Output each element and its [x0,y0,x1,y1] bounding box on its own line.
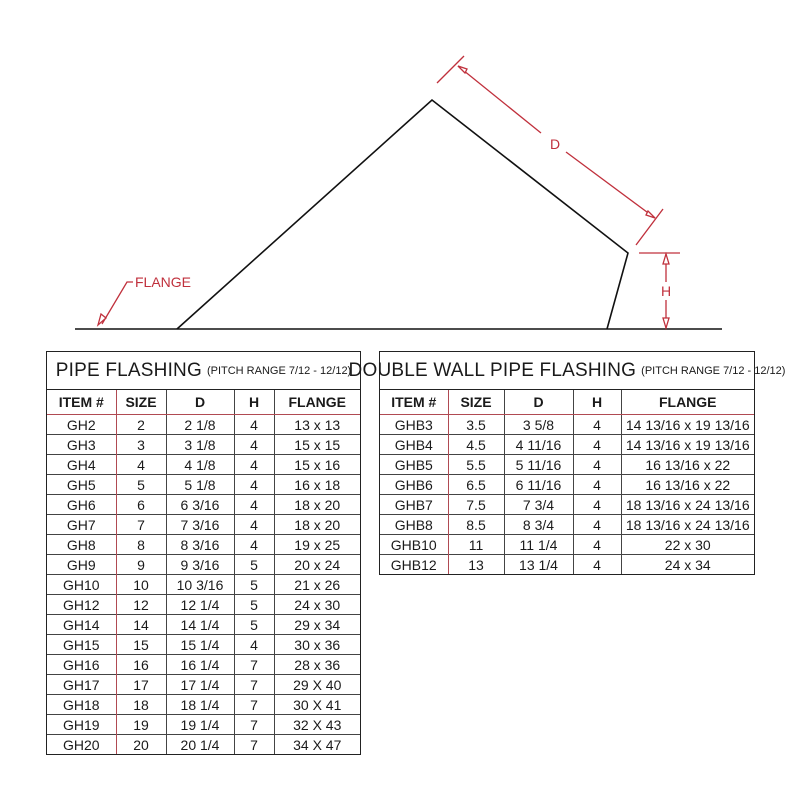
table-cell: 17 [116,675,166,695]
table-cell: 16 13/16 x 22 [621,455,754,475]
table-cell: 24 x 34 [621,555,754,575]
table-cell: 5 [234,555,274,575]
table-cell: 5.5 [448,455,504,475]
table-cell: 20 1/4 [166,735,234,755]
table-cell: GHB12 [380,555,448,575]
table-row [47,595,360,615]
table-cell: GHB4 [380,435,448,455]
table-cell: 4 [573,435,621,455]
table-row [380,475,754,495]
table-cell: 8 3/16 [166,535,234,555]
double-wall-pipe-flashing-table [348,351,786,575]
table-cell: 16 [116,655,166,675]
flashing-outline [177,100,628,329]
table-cell: 14 13/16 x 19 13/16 [621,415,754,435]
table-cell: 2 [116,415,166,435]
table-cell: GHB7 [380,495,448,515]
table-cell: GH4 [47,455,116,475]
table-row [380,415,754,435]
table-cell: 4 [234,495,274,515]
table-row [47,495,360,515]
table-row [47,435,360,455]
column-header: SIZE [116,390,166,415]
table-cell: GH7 [47,515,116,535]
table-cell: 10 3/16 [166,575,234,595]
table-row [47,575,360,595]
table-cell: 20 x 24 [274,555,360,575]
column-header: ITEM # [47,390,116,415]
h-dimension [639,253,680,328]
table-cell: 6 11/16 [504,475,573,495]
table-row [47,615,360,635]
table-cell: 20 [116,735,166,755]
pipe-flashing-table [46,351,361,755]
table-cell: 13 [448,555,504,575]
pipe-flashing-title [47,352,360,390]
column-header: H [573,390,621,415]
pipe-flashing-diagram [0,0,800,345]
table-row [47,515,360,535]
table-cell: 4 [573,455,621,475]
table-row [47,735,360,755]
table-cell: 14 1/4 [166,615,234,635]
table-cell: GHB5 [380,455,448,475]
table-cell: 24 x 30 [274,595,360,615]
table-cell: 9 [116,555,166,575]
table-cell: GH19 [47,715,116,735]
column-header: FLANGE [621,390,754,415]
table-cell: 14 [116,615,166,635]
table-cell: 4 [573,415,621,435]
table-cell: GH12 [47,595,116,615]
table-cell: GH14 [47,615,116,635]
table-cell: 5 1/8 [166,475,234,495]
table-cell: 11 [448,535,504,555]
table-cell: 10 [116,575,166,595]
table-cell: 17 1/4 [166,675,234,695]
table-cell: GH20 [47,735,116,755]
table-cell: 12 1/4 [166,595,234,615]
table-cell: 7 3/16 [166,515,234,535]
table-cell: GH9 [47,555,116,575]
table-cell: 4 [234,435,274,455]
table-cell: 18 x 20 [274,515,360,535]
pipe-flashing-grid [47,390,360,754]
table-cell: 9 3/16 [166,555,234,575]
table-cell: 16 13/16 x 22 [621,475,754,495]
table-cell: 13 1/4 [504,555,573,575]
table-cell: 18 x 20 [274,495,360,515]
table-row [380,495,754,515]
table-cell: 18 [116,695,166,715]
table-row [380,435,754,455]
table-cell: 3 1/8 [166,435,234,455]
table-cell: GHB10 [380,535,448,555]
h-label: H [661,283,672,299]
table-row [47,695,360,715]
table-row [380,455,754,475]
table-cell: GH2 [66,416,96,433]
table-cell: 30 X 41 [274,695,360,715]
table-cell: 4 [573,535,621,555]
table-cell: 32 X 43 [274,715,360,735]
table-cell: GH6 [47,495,116,515]
table-row [47,715,360,735]
table-cell: 14 13/16 x 19 13/16 [621,435,754,455]
table-cell: 4.5 [448,435,504,455]
table-cell: 7 [234,675,274,695]
table-cell: 4 1/8 [166,455,234,475]
pitch-range: (PITCH RANGE 7/12 - 12/12) [206,364,352,377]
table-row [380,515,754,535]
table-cell: 2 1/8 [166,415,234,435]
table-cell: 16 1/4 [166,655,234,675]
table-cell: GHB3 [394,416,433,433]
table-cell: 12 [116,595,166,615]
table-cell: GHB6 [380,475,448,495]
table-cell: 4 [234,455,274,475]
table-cell: 7 [234,655,274,675]
table-cell: 7.5 [448,495,504,515]
table-cell: 5 [234,575,274,595]
table-cell: 6 3/16 [166,495,234,515]
table-cell: GH8 [47,535,116,555]
table-cell: 29 X 40 [274,675,360,695]
table-row [380,555,754,575]
table-cell: GH10 [47,575,116,595]
table-title: DOUBLE WALL PIPE FLASHING [348,359,637,381]
table-cell: 4 [573,495,621,515]
table-cell: 29 x 34 [274,615,360,635]
table-cell: 4 [234,475,274,495]
table-cell: GH5 [47,475,116,495]
table-cell: 4 [573,515,621,535]
table-cell: 4 11/16 [504,435,573,455]
table-cell: 19 x 25 [274,535,360,555]
table-cell: 34 X 47 [274,735,360,755]
table-cell: 18 13/16 x 24 13/16 [621,495,754,515]
table-cell: 7 3/4 [504,495,573,515]
table-cell: GH3 [47,435,116,455]
table-cell: 7 [234,715,274,735]
pitch-range: (PITCH RANGE 7/12 - 12/12) [641,364,786,377]
table-cell: 4 [234,535,274,555]
column-header: ITEM # [380,390,448,415]
table-cell: 8 3/4 [504,515,573,535]
column-header: SIZE [448,390,504,415]
header-row [47,390,360,415]
table-row [47,555,360,575]
table-cell: 3.5 [448,415,504,435]
table-cell: 15 x 16 [274,455,360,475]
table-row [380,535,754,555]
table-row [47,455,360,475]
column-header: D [166,390,234,415]
table-cell: GHB8 [380,515,448,535]
table-cell: 21 x 26 [274,575,360,595]
table-cell: 16 x 18 [274,475,360,495]
double-wall-grid [380,390,754,574]
table-cell: 22 x 30 [621,535,754,555]
flange-callout [98,282,133,325]
table-cell: 7 [234,735,274,755]
table-cell: 5 [234,615,274,635]
table-cell: 18 1/4 [166,695,234,715]
table-cell: 6.5 [448,475,504,495]
flange-label: FLANGE [135,274,192,290]
double-wall-title [348,352,786,390]
column-header: H [234,390,274,415]
table-cell: 8 [116,535,166,555]
table-cell: GH16 [47,655,116,675]
table-cell: 4 [234,635,274,655]
table-row [47,635,360,655]
table-cell: 4 [573,555,621,575]
table-cell: 30 x 36 [274,635,360,655]
table-cell: GH17 [47,675,116,695]
table-cell: 6 [116,495,166,515]
table-cell: 4 [234,515,274,535]
header-row [380,390,754,415]
table-row [47,415,360,435]
table-cell: 3 [116,435,166,455]
table-cell: 4 [573,475,621,495]
table-cell: 15 [116,635,166,655]
table-cell: 3 5/8 [504,415,573,435]
table-cell: 5 11/16 [504,455,573,475]
table-cell: 7 [116,515,166,535]
table-cell: 7 [234,695,274,715]
table-cell: 28 x 36 [274,655,360,675]
table-row [47,655,360,675]
table-cell: 19 1/4 [166,715,234,735]
table-cell: GH15 [47,635,116,655]
table-cell: 8.5 [448,515,504,535]
table-cell: 11 1/4 [504,535,573,555]
table-row [47,675,360,695]
table-cell: 18 13/16 x 24 13/16 [621,515,754,535]
column-header: D [504,390,573,415]
table-title: PIPE FLASHING [55,359,202,381]
table-cell: GH18 [47,695,116,715]
table-cell: 15 x 15 [274,435,360,455]
table-cell: 4 [234,415,274,435]
table-cell: 5 [234,595,274,615]
table-cell: 4 [116,455,166,475]
column-header: FLANGE [274,390,360,415]
table-cell: 19 [116,715,166,735]
table-row [47,475,360,495]
table-cell: 5 [116,475,166,495]
table-cell: 13 x 13 [274,415,360,435]
table-cell: 15 1/4 [166,635,234,655]
d-label: D [550,136,561,152]
table-row [47,535,360,555]
